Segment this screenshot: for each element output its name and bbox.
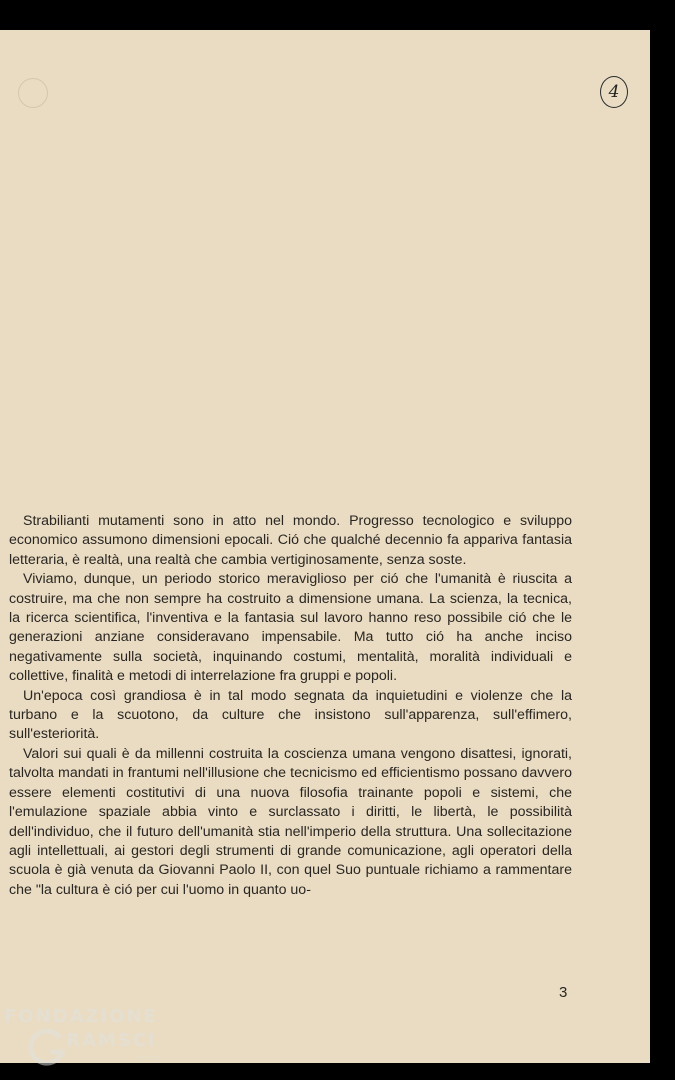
watermark-line-3: onlus	[140, 1054, 159, 1062]
paragraph: Strabilianti mutamenti sono in atto nel mondo. Progresso tecnologico e sviluppo economico assumono dimensioni epocali. Ció che qualché decennio fa appariva fantasia letteraria, è realtà, una realtà che cambia vertiginosamente, senza soste.	[9, 513, 572, 568]
paragraph: Un'epoca così grandiosa è in tal modo segnata da inquietudini e violenze che la turbano e la scuotono, da culture che insistono sull'apparenza, sull'effimero, sull'esteriorità.	[9, 687, 572, 743]
body-text	[9, 512, 572, 900]
watermark-line-1: FONDAZIONE	[4, 1006, 158, 1027]
paragraph: Valori sui quali è da millenni costruita la coscienza umana vengono disattesi, ignorati, talvolta mandati in frantumi nell'illusione che tecnicismo ed efficientismo possano davvero essere elementi costitutivi di una nuova filosofia trainante popoli e sistemi, che l'emulazione spaziale abbia vinto e surclassato i diritti, le libertà, le possibilità dell'individuo, che il futuro dell'umanità stia nell'imperio della struttura. Una sollecitazione agli intellettuali, ai gestori degli strumenti di grande comunicazione, agli operatori della scuola è già venuta da Giovanni Paolo II, con quel Suo puntuale richiamo a rammentare che "la cultura è ció per cui l'uomo in quanto uo-	[9, 745, 572, 898]
paragraph: Viviamo, dunque, un periodo storico meraviglioso per ció che l'umanità è riuscita a costruire, ma che non sempre ha costruito a dimensione umana. La scienza, la tecnica, la ricerca scientifica, l'inventiva e la fantasia sul lavoro hanno reso possibile ció che le generazioni anziane consideravano impensabile. Ma tutto ció ha anche inciso negativamente sulla società, inquinando costumi, mentalità, moralità individuali e collettive, finalità e metodi di interrelazione fra gruppi e popoli.	[9, 571, 572, 685]
fondazione-gramsci-watermark	[4, 1006, 174, 1076]
page-number: 3	[559, 984, 568, 1001]
watermark-line-2: RAMSCI	[66, 1030, 157, 1051]
faint-circle-mark	[18, 78, 48, 108]
gramsci-g-logo-icon	[28, 1028, 68, 1068]
handwritten-page-mark: 4	[600, 76, 628, 108]
